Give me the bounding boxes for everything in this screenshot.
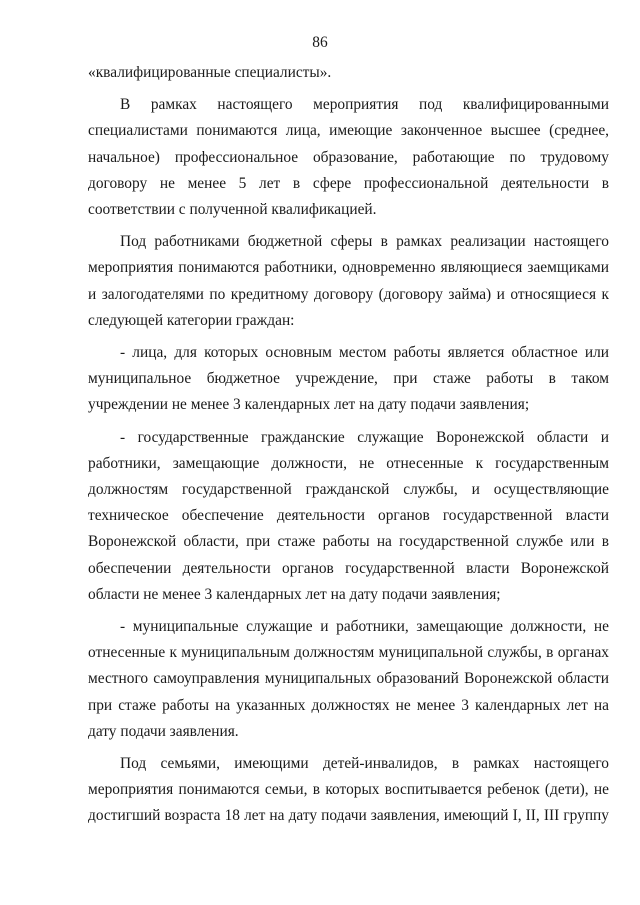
paragraph-qualified-specialists: В рамках настоящего мероприятия под квалифицированными специалистами понимаются лица, имеющие законченное высшее (среднее, начальное) профессиональное образование, работающие по трудовому договору не менее 5 лет в сфере профессиональной деятельности в соответствии с полученной квалификацией. (88, 96, 609, 219)
list-item-budget-institution: - лица, для которых основным местом работы является областное или муниципальное бюджетное учреждение, при стаже работы в таком учреждении не менее 3 календарных лет на дату подачи заявления; (88, 344, 609, 414)
page-number: 86 (312, 34, 328, 51)
paragraph-families-disabled-children: Под семьями, имеющими детей-инвалидов, в рамках настоящего мероприятия понимаются семьи, в которых воспитывается ребенок (дети), не достигший возраста 18 лет на дату подачи заявления, имеющий I, II, III группу (88, 755, 609, 825)
list-item-civil-servants: - государственные гражданские служащие Воронежской области и работники, замещающие должности, не отнесенные к государственным должностям государственной гражданской службы, и осуществляющие техническое обеспечение деятельности органов государственной власти Воронежской области, при стаже работы на государственной службе или в обеспечении деятельности органов государственной власти Воронежской области не менее 3 календарных лет на дату подачи заявления; (88, 428, 609, 603)
list-item-municipal-servants: - муниципальные служащие и работники, замещающие должности, не отнесенные к муниципальным должностям муниципальной службы, в органах местного самоуправления муниципальных образований Воронежской области при стаже работы на указанных должностях не менее 3 календарных лет на дату подачи заявления. (88, 618, 609, 740)
paragraph-public-sector-workers: Под работниками бюджетной сферы в рамках реализации настоящего мероприятия понимаются работники, одновременно являющиеся заемщиками и залогодателями по кредитному договору (договору займа) и относящиеся к следующей категории граждан: (88, 233, 609, 329)
document-body (88, 60, 609, 830)
paragraph-continuation: «квалифицированные специалисты». (88, 64, 332, 81)
